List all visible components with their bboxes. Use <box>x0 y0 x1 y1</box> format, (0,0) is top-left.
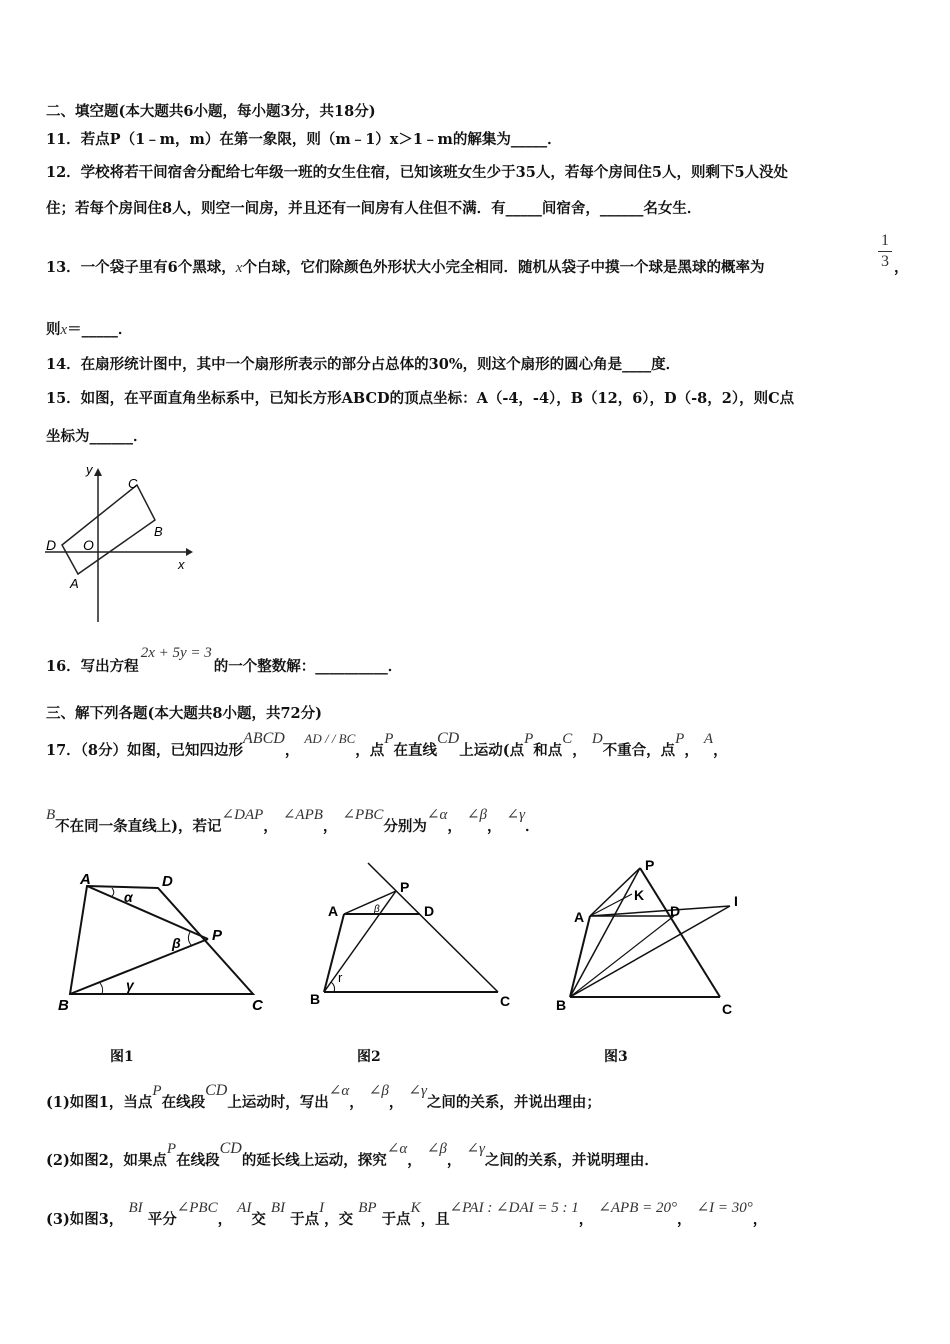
q13-line1-end: ， <box>894 259 909 276</box>
sub1-c: 上运动时，写出 <box>227 1094 329 1111</box>
fig1-label-alpha: α <box>124 889 133 905</box>
sub1-gamma: ∠γ <box>408 1083 427 1099</box>
q17-angle-apb: ∠APB <box>282 807 323 823</box>
sub1-p: P <box>152 1083 162 1099</box>
q16-suffix: 的一个整数解：__________． <box>213 658 403 675</box>
q13-frac-den: 3 <box>881 253 889 270</box>
q17-angle-dap: ∠DAP <box>221 807 264 823</box>
sub3-c: 交 <box>251 1211 266 1228</box>
fig1-label-b: B <box>58 997 69 1014</box>
sub3-f: 于点 <box>381 1211 411 1228</box>
q17-comma2: ， <box>572 742 587 759</box>
q17-p: P <box>384 731 394 747</box>
sub1-comma2: ， <box>388 1094 404 1111</box>
question-15-line2: 坐标为______． <box>46 428 148 445</box>
q17-comma5: ， <box>263 818 278 835</box>
fig2-label-d: D <box>424 903 435 919</box>
fig3-label-k: K <box>634 887 645 903</box>
rectangle-abcd <box>62 485 155 574</box>
q17-p8: 分别为 <box>383 818 427 835</box>
sub-question-2 <box>46 1140 659 1171</box>
sub3-bp: BP <box>358 1200 377 1216</box>
sub3-a: (3)如图3， <box>46 1211 124 1228</box>
q17-alpha: ∠α <box>426 807 448 823</box>
sub3-angle-apb: ∠APB = 20° <box>598 1200 677 1216</box>
fig2-label-a: A <box>328 903 339 919</box>
fig3-label-i: I <box>734 893 738 909</box>
sub3-angle-i: ∠I = 30° <box>696 1200 753 1216</box>
sub2-d: 之间的关系，并说明理由． <box>484 1152 659 1169</box>
sub2-a: (2)如图2，如果点 <box>46 1152 167 1169</box>
fig3-label-c: C <box>722 1001 733 1017</box>
sub3-bi2: BI <box>270 1200 286 1216</box>
label-c: C <box>128 476 138 491</box>
sub-question-1 <box>46 1082 601 1113</box>
y-axis-arrow <box>94 468 102 476</box>
q13-var-x: x <box>235 260 243 276</box>
sub3-b: 平分 <box>147 1211 177 1228</box>
sub2-c: 的延长线上运动，探究 <box>241 1152 387 1169</box>
sub3-ratio: ∠PAI : ∠DAI = 5 : 1 <box>449 1200 579 1216</box>
fig2-label-p: P <box>400 879 410 895</box>
fig2-label-r: r <box>338 970 343 985</box>
q17-p2: ，点 <box>355 742 385 759</box>
q13-line2-var: x <box>60 322 68 338</box>
sub2-p: P <box>166 1141 177 1157</box>
q13-fraction <box>878 232 892 271</box>
sub2-comma1: ， <box>407 1152 422 1169</box>
sub2-cd: CD <box>219 1140 242 1157</box>
fig3-line-ab <box>570 916 590 997</box>
question-14: 14．在扇形统计图中，其中一个扇形所表示的部分占总体的30%，则这个扇形的圆心角是____度． <box>46 356 681 373</box>
question-11: 11．若点P（1﹣m，m）在第一象限，则（m﹣1）x＞1﹣m的解集为_____． <box>46 131 562 148</box>
fig2-label-c: C <box>500 993 511 1009</box>
sub2-b: 在线段 <box>176 1152 220 1169</box>
fig1-label-c: C <box>252 997 263 1014</box>
sub3-comma2: ， <box>578 1211 594 1228</box>
q13-text-b: 个白球，它们除颜色外形状大小完全相同．随机从袋子中摸一个球是黑球的概率为 <box>242 259 765 276</box>
q17-p3-var: P <box>675 731 685 747</box>
fig1-line-bp <box>70 939 208 994</box>
q17-angle-pbc: ∠PBC <box>342 807 384 823</box>
fig1-label-gamma: γ <box>126 977 134 993</box>
fig1-caption: 图1 <box>110 1049 134 1065</box>
fig1-label-a: A <box>80 871 91 888</box>
sub1-alpha: ∠α <box>328 1083 350 1099</box>
q13-text-a: 13．一个袋子里有6个黑球， <box>46 259 236 276</box>
question-17-line2 <box>46 807 540 837</box>
sub3-i: I <box>319 1200 325 1216</box>
sub2-beta: ∠β <box>426 1141 447 1157</box>
sub2-gamma: ∠γ <box>466 1141 485 1157</box>
fig1-arc-beta <box>188 932 192 946</box>
fig1-trapezoid <box>70 886 253 994</box>
fig1-label-d: D <box>162 873 173 890</box>
question-13-line2 <box>46 320 132 340</box>
fig2-label-beta: β <box>374 904 380 915</box>
fig2-label-b: B <box>310 991 321 1007</box>
label-b: B <box>154 524 163 539</box>
q17-p7: 不在同一条直线上)，若记 <box>55 818 222 835</box>
sub3-k: K <box>410 1200 421 1216</box>
fig2-caption: 图2 <box>357 1049 381 1065</box>
q17-beta: ∠β <box>466 807 487 823</box>
sub3-angle-pbc: ∠PBC <box>176 1200 218 1216</box>
sub1-b: 在线段 <box>161 1094 206 1111</box>
label-x: x <box>178 557 185 572</box>
q17-p3: 在直线 <box>393 742 437 759</box>
q17-p4: 上运动(点 <box>459 742 525 759</box>
sub1-comma1: ， <box>349 1094 364 1111</box>
q15-coordinate-figure <box>40 460 200 628</box>
question-12-line2: 住；若每个房间住8人，则空一间房，并且还有一间房有人住但不满．有_____间宿舍，______名女生． <box>46 200 702 217</box>
q17-cd: CD <box>436 730 460 747</box>
figure-3 <box>550 854 750 1020</box>
q17-ad-parallel-bc: AD / / BC <box>304 731 356 746</box>
question-16 <box>46 645 403 677</box>
sub2-alpha: ∠α <box>386 1141 408 1157</box>
q17-comma3: ， <box>684 742 699 759</box>
sub3-bi: BI <box>128 1200 143 1216</box>
q17-p5: 和点 <box>533 742 563 759</box>
fig3-line-ad-extended <box>590 906 730 916</box>
fig2-line-cd-extended <box>368 863 498 992</box>
fig3-label-b: B <box>556 997 567 1013</box>
label-d: D <box>46 537 57 553</box>
sub3-d: 于点 <box>290 1211 320 1228</box>
fig3-line-bd <box>570 916 674 997</box>
fig3-label-d: D <box>670 903 681 919</box>
label-o: O <box>83 537 94 553</box>
sub3-e: ，交 <box>324 1211 354 1228</box>
sub1-cd: CD <box>205 1082 228 1099</box>
sub1-beta: ∠β <box>368 1083 389 1099</box>
sub3-g: ，且 <box>420 1211 450 1228</box>
figure-2 <box>300 858 525 1018</box>
q17-p1: 17．（8分）如图，已知四边形 <box>46 742 244 759</box>
sub3-comma3: ， <box>677 1211 692 1228</box>
fig1-line-ap <box>87 886 208 939</box>
fig2-arc-r <box>331 982 335 992</box>
label-y: y <box>86 462 93 477</box>
fig3-label-a: A <box>574 909 585 925</box>
q17-comma8: ， <box>486 818 502 835</box>
label-a: A <box>70 576 79 591</box>
q17-gamma: ∠γ <box>506 807 525 823</box>
x-axis-arrow <box>186 548 193 556</box>
q16-equation: 2x + 5y = 3 <box>140 645 212 661</box>
q13-frac-num: 1 <box>881 232 889 249</box>
sub1-a: (1)如图1，当点 <box>46 1094 153 1111</box>
q17-abcd: ABCD <box>243 730 285 747</box>
sub1-d: 之间的关系，并说出理由； <box>426 1094 601 1111</box>
q17-c: C <box>562 731 573 747</box>
fig1-arc-gamma <box>100 983 103 994</box>
q17-comma1: ， <box>284 742 300 759</box>
frac-bar <box>878 251 892 252</box>
figure-1 <box>50 866 275 1016</box>
fig3-line-ap <box>590 868 640 916</box>
q17-p2-var: P <box>524 731 534 747</box>
question-13-line1 <box>46 258 764 278</box>
section3-heading: 三、解下列各题(本大题共8小题，共72分) <box>46 705 322 722</box>
fig1-label-beta: β <box>172 935 181 951</box>
q17-end: ． <box>524 818 540 835</box>
q17-b: B <box>46 807 56 823</box>
q17-comma7: ， <box>447 818 462 835</box>
sub3-ai: AI <box>237 1200 252 1216</box>
question-12-line1: 12．学校将若干间宿舍分配给七年级一班的女生住宿，已知该班女生少于35人，若每个房间住5人，则剩下5人没处 <box>46 164 789 181</box>
question-17-line1 <box>46 730 728 761</box>
fig3-label-p: P <box>645 857 655 873</box>
q17-p6: 不重合，点 <box>602 742 676 759</box>
section2-heading: 二、填空题(本大题共6小题，每小题3分，共18分) <box>46 103 376 120</box>
question-15-line1: 15．如图，在平面直角坐标系中，已知长方形ABCD的顶点坐标：A（-4，-4），B（12，6），D（-8，2），则C点 <box>46 390 795 407</box>
fig3-caption: 图3 <box>604 1049 628 1065</box>
fig1-label-p: P <box>212 927 223 944</box>
sub3-comma1: ， <box>217 1211 233 1228</box>
sub-question-3 <box>46 1200 768 1230</box>
q17-comma4: ， <box>713 742 728 759</box>
q16-prefix: 16．写出方程 <box>46 658 139 675</box>
q17-d: D <box>591 731 603 747</box>
q13-line2-a: 则 <box>46 321 61 338</box>
q13-line2-b: ＝_____． <box>67 321 133 338</box>
sub2-comma2: ， <box>446 1152 462 1169</box>
sub3-end: ， <box>752 1211 768 1228</box>
q17-a: A <box>703 731 714 747</box>
q17-comma6: ， <box>322 818 338 835</box>
